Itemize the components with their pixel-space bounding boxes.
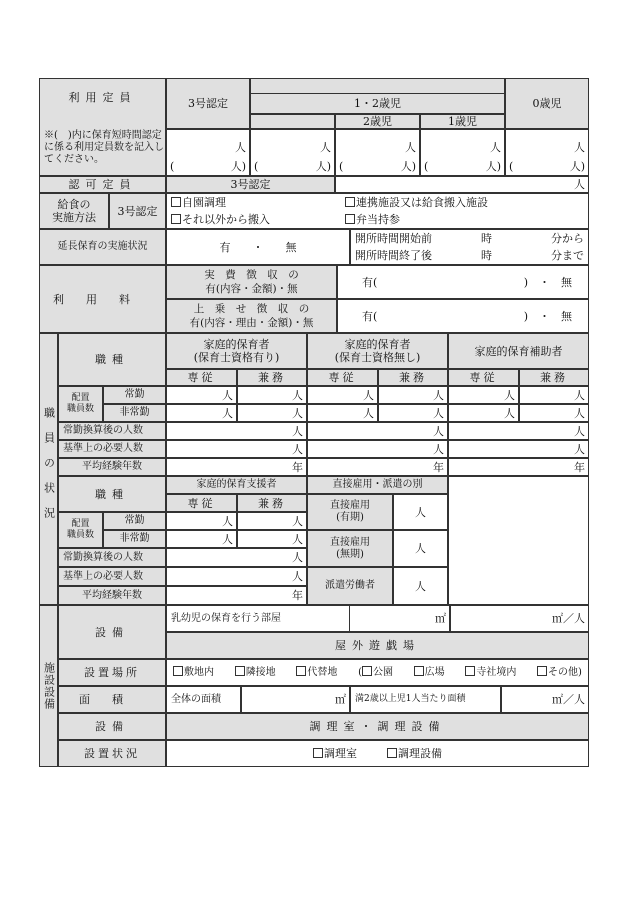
staff-cell-year[interactable]: 年 <box>166 458 307 476</box>
paren-close: 人) <box>315 159 331 173</box>
staff-cell-year[interactable]: 年 <box>307 458 448 476</box>
staff-cell[interactable]: 人 <box>448 422 589 440</box>
checkbox-icon <box>345 214 355 224</box>
staff-cell[interactable]: 人 <box>166 440 307 458</box>
paren-open: ( <box>170 159 175 173</box>
fees-actual-label <box>166 265 337 299</box>
capacity-age12: 1・2歳児 <box>250 93 505 114</box>
capacity-label-text: 利用定員 <box>68 91 137 104</box>
loc-opt-other[interactable] <box>537 666 582 679</box>
staff-cell-year[interactable]: 年 <box>166 586 307 605</box>
loc-opt-site[interactable] <box>173 666 214 679</box>
loc-opt-label: 寺社境内 <box>476 667 517 678</box>
staff-converted-label-2: 常勤換算後の人数 <box>58 548 166 567</box>
checkbox-icon <box>537 666 547 676</box>
paren-open: ( <box>339 159 344 173</box>
status-kitchen-room[interactable] <box>313 747 357 760</box>
capacity-header-gap <box>250 78 505 93</box>
facility-playground-label: 屋外遊戯場 <box>166 632 589 659</box>
staff-cell[interactable]: 人 <box>237 404 307 422</box>
staff-cell-year[interactable]: 年 <box>448 458 589 476</box>
extended-times[interactable] <box>350 229 589 265</box>
staff-cell[interactable]: 人 <box>448 386 519 404</box>
staff-nonpermanent-label-2: 非常勤 <box>103 530 166 548</box>
fees-yes-close: ) ・ 無 <box>523 309 572 323</box>
approved-value[interactable]: 人 <box>335 176 589 193</box>
staff-cell[interactable]: 人 <box>307 422 448 440</box>
paren-close: 人) <box>400 159 416 173</box>
staff-cell[interactable]: 人 <box>166 404 237 422</box>
staff-section-text: 職員の状況 <box>42 406 56 532</box>
meal-opt4-label: 弁当持参 <box>356 213 400 226</box>
facility-room-value[interactable]: ㎡ <box>350 605 450 632</box>
capacity-age0: 0歳児 <box>505 78 589 129</box>
checkbox-icon <box>465 666 475 676</box>
status-kitchen-room-label: 調理室 <box>324 747 357 760</box>
staff-experience-label: 平均経験年数 <box>58 458 166 476</box>
checkbox-icon <box>173 666 183 676</box>
staff-required-label-2: 基準上の必要人数 <box>58 567 166 586</box>
fees-extra-label <box>166 299 337 333</box>
meal-opt4[interactable] <box>345 213 400 226</box>
staff-dispatched-value[interactable]: 人 <box>393 567 448 605</box>
staff-support: 家庭的保育支援者 <box>166 476 307 494</box>
fees-yes-open: 有( <box>362 309 378 323</box>
staff-cell[interactable]: 人 <box>307 404 378 422</box>
capacity-age12-sub <box>250 114 335 129</box>
loc-opt-adjacent[interactable] <box>235 666 276 679</box>
extended-before: 開所時間開始前 <box>355 232 432 245</box>
hour-unit: 時 <box>481 232 492 245</box>
staff-cell[interactable]: 人 <box>166 512 237 530</box>
staff-cell[interactable]: 人 <box>378 386 448 404</box>
staff-permanent-label: 常勤 <box>103 386 166 404</box>
meal-opt2[interactable] <box>345 196 488 209</box>
facility-equipment-label-2: 設備 <box>58 713 166 740</box>
staff-direct-open: 直接雇用 (無期) <box>307 530 393 567</box>
staff-cell[interactable]: 人 <box>237 386 307 404</box>
facility-section-text: 施設設備 <box>42 662 56 710</box>
fees-yes-close: ) ・ 無 <box>523 275 572 289</box>
meal-opt1-label: 自園調理 <box>182 196 226 209</box>
staff-nonpermanent-label: 非常勤 <box>103 404 166 422</box>
fees-yes-open: 有( <box>362 275 378 289</box>
staff-placed-label: 配置 職員数 <box>58 386 103 422</box>
capacity-age2: 2歳児 <box>335 114 420 129</box>
capacity-cell-age0[interactable] <box>505 129 589 176</box>
fees-extra-line2: 有(内容・理由・金額)・無 <box>189 317 314 329</box>
loc-opt-park[interactable] <box>358 666 393 679</box>
staff-parttime-2: 兼務 <box>378 369 448 386</box>
staff-required-label: 基準上の必要人数 <box>58 440 166 458</box>
checkbox-icon <box>362 666 372 676</box>
loc-opt-label: 敷地内 <box>184 667 214 678</box>
loc-opt-alternative[interactable] <box>296 666 337 679</box>
meal-opt3-label: それ以外から搬入 <box>182 213 270 226</box>
checkbox-icon <box>313 748 323 758</box>
capacity-cell-age1[interactable] <box>420 129 505 176</box>
loc-opt-label: その他) <box>548 667 582 678</box>
staff-cell[interactable]: 人 <box>166 567 307 586</box>
loc-opt-label: 公園 <box>372 667 393 678</box>
unit-person: 人 <box>574 140 585 154</box>
extended-label: 延長保育の実施状況 <box>39 229 166 265</box>
staff-permanent-label-2: 常勤 <box>103 512 166 530</box>
staff-fulltime-1: 専従 <box>166 369 237 386</box>
staff-parttime-1: 兼務 <box>237 369 307 386</box>
facility-room-label: 乳幼児の保育を行う部屋 <box>166 605 350 632</box>
capacity-cert3: 3号認定 <box>166 78 250 129</box>
meal-opt2-label: 連携施設又は給食搬入施設 <box>356 196 488 209</box>
staff-direct-open-value[interactable]: 人 <box>393 530 448 567</box>
checkbox-icon <box>345 197 355 207</box>
meal-opt3[interactable] <box>171 213 270 226</box>
paren-close: 人) <box>569 159 585 173</box>
meal-opt1[interactable] <box>171 196 226 209</box>
staff-cell[interactable]: 人 <box>166 422 307 440</box>
staff-parttime-3: 兼務 <box>519 369 589 386</box>
staff-cell[interactable]: 人 <box>307 386 378 404</box>
unit-person: 人 <box>490 140 501 154</box>
loc-opt-label: 広場 <box>424 667 445 678</box>
loc-opt-label: 隣接地 <box>245 667 276 678</box>
fees-extra-line1: 上 乗 せ 徴 収 の <box>193 303 310 315</box>
status-kitchen-equip[interactable] <box>387 747 442 760</box>
staff-fulltime-2: 専従 <box>307 369 378 386</box>
paren-close: 人) <box>230 159 246 173</box>
staff-dispatched: 派遣労働者 <box>307 567 393 605</box>
extended-from: 分から <box>551 232 584 245</box>
facility-location-options <box>166 659 589 686</box>
extended-until: 分まで <box>551 249 584 262</box>
capacity-cell-age2[interactable] <box>335 129 420 176</box>
staff-cell[interactable]: 人 <box>448 440 589 458</box>
facility-equipment-label: 設備 <box>58 605 166 659</box>
staff-support-fulltime: 専従 <box>166 494 237 512</box>
facility-per-child-value[interactable]: ㎡／人 <box>501 686 589 713</box>
checkbox-icon <box>171 214 181 224</box>
staff-col3: 家庭的保育補助者 <box>448 333 589 369</box>
checkbox-icon <box>387 748 397 758</box>
unit-person: 人 <box>320 140 331 154</box>
hour-unit: 時 <box>481 249 492 262</box>
capacity-note: ※( )内に保育短時間認定に係る利用定員数を記入してください。 <box>39 114 166 176</box>
loc-opt-square[interactable] <box>414 666 445 679</box>
unit-person: 人 <box>405 140 416 154</box>
checkbox-icon <box>296 666 306 676</box>
facility-location-label: 設置場所 <box>58 659 166 686</box>
meal-label: 給食の 実施方法 <box>39 193 109 229</box>
staff-direct-fixed: 直接雇用 (有期) <box>307 494 393 530</box>
unit-person: 人 <box>235 140 246 154</box>
paren-open: ( <box>509 159 514 173</box>
loc-paren-open: ( <box>358 667 362 678</box>
loc-opt-label: 代替地 <box>307 667 338 678</box>
facility-total-label: 全体の面積 <box>166 686 241 713</box>
fees-extra-value[interactable] <box>337 299 589 333</box>
extended-after: 開所時間終了後 <box>355 249 432 262</box>
paren-close: 人) <box>485 159 501 173</box>
facility-status-options <box>166 740 589 767</box>
extended-yesno[interactable]: 有 ・ 無 <box>166 229 350 265</box>
meal-options-right <box>335 193 589 229</box>
staff-cell[interactable]: 人 <box>166 530 237 548</box>
staff-employment: 直接雇用・派遣の別 <box>307 476 448 494</box>
staff-section-label <box>39 333 58 605</box>
staff-job-label: 職種 <box>58 333 166 386</box>
staff-cell[interactable]: 人 <box>166 548 307 567</box>
staff-cell[interactable]: 人 <box>378 404 448 422</box>
staff-col1: 家庭的保育者 (保育士資格有り) <box>166 333 307 369</box>
fees-label: 利用料 <box>39 265 166 333</box>
paren-open: ( <box>254 159 259 173</box>
capacity-cell-cert3[interactable] <box>166 129 250 176</box>
checkbox-icon <box>235 666 245 676</box>
staff-col2: 家庭的保育者 (保育士資格無し) <box>307 333 448 369</box>
fees-actual-value[interactable] <box>337 265 589 299</box>
staff-cell[interactable]: 人 <box>307 440 448 458</box>
status-kitchen-equip-label: 調理設備 <box>398 747 442 760</box>
staff-cell[interactable]: 人 <box>237 530 307 548</box>
meal-options-left <box>166 193 335 229</box>
staff-blank <box>448 476 589 605</box>
staff-job-label-2: 職種 <box>58 476 166 512</box>
staff-support-parttime: 兼務 <box>237 494 307 512</box>
paren-open: ( <box>424 159 429 173</box>
staff-experience-label-2: 平均経験年数 <box>58 586 166 605</box>
staff-cell[interactable]: 人 <box>237 512 307 530</box>
staff-cell[interactable]: 人 <box>519 404 589 422</box>
staff-cell[interactable]: 人 <box>166 386 237 404</box>
facility-kitchen-label: 調理室・調理設備 <box>166 713 589 740</box>
loc-opt-temple[interactable] <box>465 666 516 679</box>
fees-actual-line1: 実 費 徴 収 の <box>204 269 299 281</box>
facility-total-value[interactable]: ㎡ <box>241 686 350 713</box>
staff-direct-fixed-value[interactable]: 人 <box>393 494 448 530</box>
staff-converted-label: 常勤換算後の人数 <box>58 422 166 440</box>
facility-room-per[interactable]: ㎡／人 <box>450 605 589 632</box>
facility-form <box>39 78 589 767</box>
fees-actual-line2: 有(内容・金額)・無 <box>205 283 298 295</box>
staff-cell[interactable]: 人 <box>448 404 519 422</box>
facility-status-label: 設置状況 <box>58 740 166 767</box>
staff-cell[interactable]: 人 <box>519 386 589 404</box>
approved-cert3: 3号認定 <box>166 176 335 193</box>
facility-section-label <box>39 605 58 767</box>
staff-placed-label-2: 配置 職員数 <box>58 512 103 548</box>
facility-per-child-label: 満2歳以上児1人当たり面積 <box>350 686 501 713</box>
approved-label: 認可定員 <box>39 176 166 193</box>
facility-area-label: 面積 <box>58 686 166 713</box>
capacity-cell-age12[interactable] <box>250 129 335 176</box>
staff-fulltime-3: 専従 <box>448 369 519 386</box>
checkbox-icon <box>171 197 181 207</box>
checkbox-icon <box>414 666 424 676</box>
meal-cert3: 3号認定 <box>109 193 166 229</box>
capacity-age1: 1歳児 <box>420 114 505 129</box>
